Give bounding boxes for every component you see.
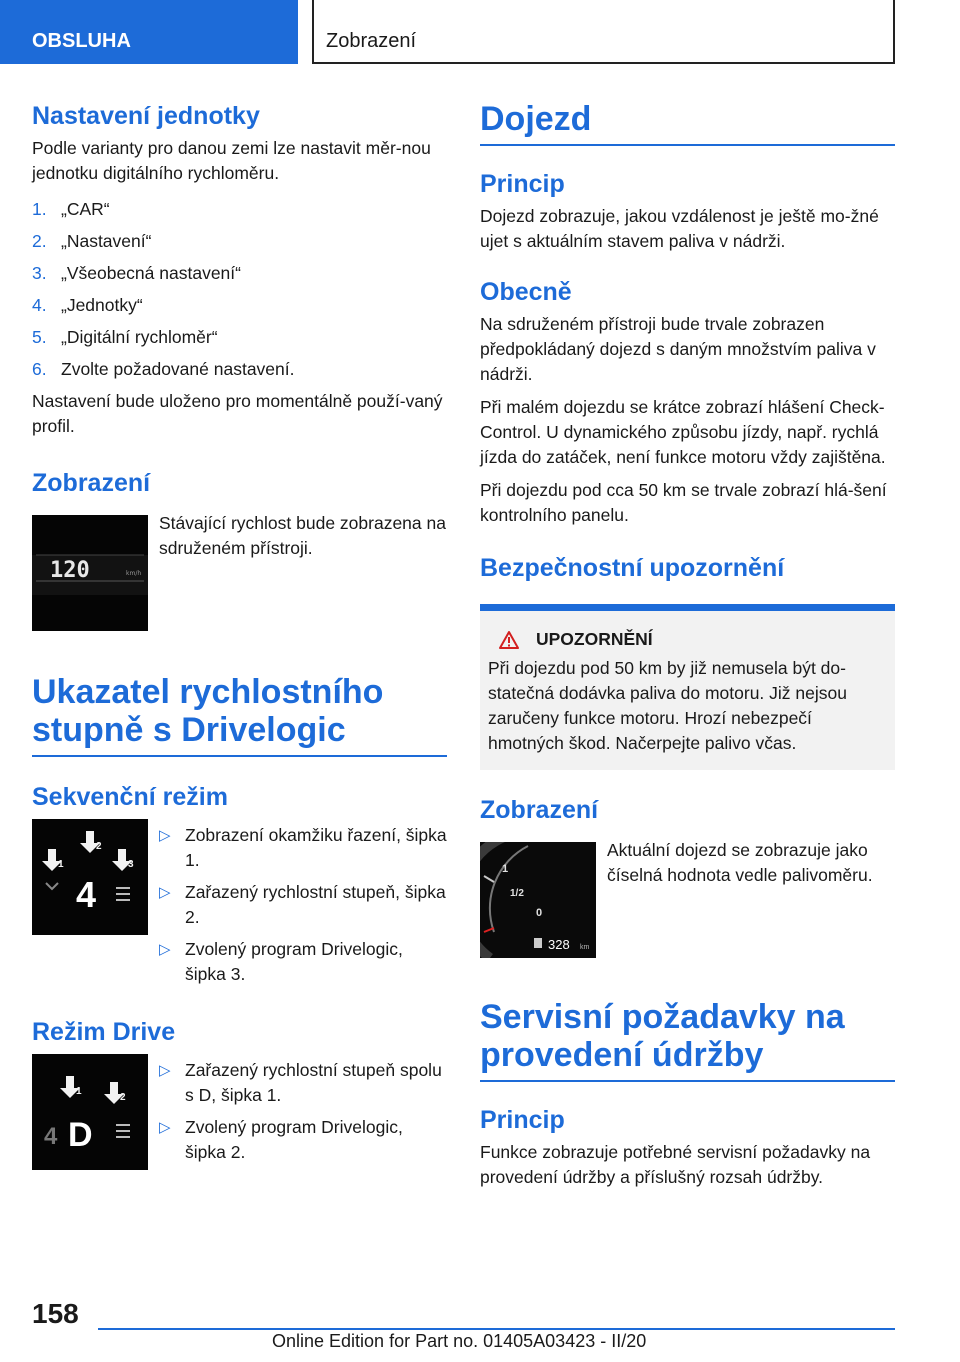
list-item-text: Zařazený rychlostní stupeň, šipka 2. xyxy=(185,882,446,927)
service-principle-heading: Princip xyxy=(480,1106,565,1134)
gear-number: 4 xyxy=(76,874,97,915)
arrow-2-label: 2 xyxy=(120,1092,126,1103)
list-item-text: Zvolený program Drivelogic, šipka 2. xyxy=(185,1117,403,1162)
range-general-p3: Při dojezdu pod cca 50 km se trvale zobrazí hlá-šení kontrolního panelu. xyxy=(480,480,887,525)
gear-indicator-heading: Ukazatel rychlostního stupně s Drivelogic xyxy=(32,673,447,757)
range-principle-text: Dojezd zobrazuje, jakou vzdálenost je ještě mo-žné ujet s aktuálním stavem paliva v nádrži. xyxy=(480,206,879,251)
triangle-bullet-icon: ▷ xyxy=(159,1119,171,1136)
warning-box xyxy=(480,604,895,770)
list-item-text: Zařazený rychlostní stupeň spolu s D, šipka 1. xyxy=(185,1060,442,1105)
range-figure-row xyxy=(480,842,895,958)
footer-divider xyxy=(98,1328,895,1330)
chapter-title: Zobrazení xyxy=(312,0,895,64)
step-text: „CAR“ xyxy=(61,198,110,219)
list-item xyxy=(159,1115,447,1165)
step-item xyxy=(32,225,447,257)
range-general-p1: Na sdruženém přístroji bude trvale zobrazen předpokládaný dojezd s daným množstvím paliva v nádrži. xyxy=(480,314,876,384)
list-item-text: Zvolený program Drivelogic, šipka 3. xyxy=(185,939,403,984)
display-text: Stávající rychlost bude zobrazena na sdruženém přístroji. xyxy=(159,513,446,558)
range-display-heading: Zobrazení xyxy=(480,796,599,824)
speed-unit: km/h xyxy=(126,570,142,577)
range-display-text: Aktuální dojezd se zobrazuje jako číselná hodnota vedle palivoměru. xyxy=(607,840,873,885)
speed-value: 120 xyxy=(50,558,90,583)
fuel-pump-icon xyxy=(534,938,542,948)
step-number: 2. xyxy=(32,230,47,251)
arrow-1-label: 1 xyxy=(58,859,64,870)
warning-header xyxy=(488,629,887,650)
section-tab: OBSLUHA xyxy=(0,0,298,64)
step-number: 3. xyxy=(32,262,47,283)
sequential-mode-heading: Sekvenční režim xyxy=(32,783,228,811)
range-heading: Dojezd xyxy=(480,100,895,146)
range-general-p2: Při malém dojezdu se krátce zobrazí hlášení Check-Control. U dynamického způsobu jízdy, např. rychlá jízda do zatáček, není funkce motoru vždy zajištěna. xyxy=(480,397,886,467)
drive-mode-heading: Režim Drive xyxy=(32,1018,176,1046)
drive-list xyxy=(159,1058,447,1172)
gear-number: 4 xyxy=(44,1123,58,1150)
speed-display-image xyxy=(32,515,148,631)
range-principle-heading: Princip xyxy=(480,170,565,198)
drive-figure-row xyxy=(32,1054,447,1172)
warning-text: Při dojezdu pod 50 km by již nemusela být do-statečná dodávka paliva do motoru. Již nejsou zaručeny funkce motoru. Hrozí nebezpečí hmotných škod. Načerpejte palivo včas. xyxy=(488,658,847,753)
drive-mode-image xyxy=(32,1054,148,1170)
range-unit: km xyxy=(580,944,590,951)
triangle-bullet-icon: ▷ xyxy=(159,827,171,844)
fuel-gauge-image xyxy=(480,842,596,958)
sequential-figure-row xyxy=(32,819,447,994)
list-item xyxy=(159,880,447,930)
step-number: 4. xyxy=(32,294,47,315)
drive-mode-letter: D xyxy=(68,1116,93,1154)
gauge-label-half: 1/2 xyxy=(510,888,524,899)
step-item xyxy=(32,321,447,353)
triangle-bullet-icon: ▷ xyxy=(159,1062,171,1079)
service-principle-text: Funkce zobrazuje potřebné servisní požadavky na provedení údržby a příslušný rozsah údržby. xyxy=(480,1142,871,1187)
step-text: „Digitální rychloměr“ xyxy=(61,326,218,347)
step-text: „Všeobecná nastavení“ xyxy=(61,262,241,283)
step-text: Zvolte požadované nastavení. xyxy=(61,358,295,379)
footer-edition: Online Edition for Part no. 01405A03423 - II/20 xyxy=(272,1331,647,1351)
list-item-text: Zobrazení okamžiku řazení, šipka 1. xyxy=(185,825,447,870)
step-number: 5. xyxy=(32,326,47,347)
warning-label: UPOZORNĚNÍ xyxy=(536,629,653,649)
list-item xyxy=(159,937,447,987)
sequential-mode-image xyxy=(32,819,148,935)
step-text: „Jednotky“ xyxy=(61,294,143,315)
gauge-label-full: 1 xyxy=(502,863,509,875)
left-column xyxy=(32,100,447,1172)
step-item xyxy=(32,353,447,385)
step-number: 6. xyxy=(32,358,47,379)
list-item xyxy=(159,823,447,873)
right-column xyxy=(480,100,895,1190)
step-item xyxy=(32,289,447,321)
arrow-3-label: 3 xyxy=(128,859,134,870)
sequential-list xyxy=(159,823,447,994)
triangle-bullet-icon: ▷ xyxy=(159,941,171,958)
gauge-label-empty: 0 xyxy=(536,907,543,919)
list-item xyxy=(159,1058,447,1108)
service-heading: Servisní požadavky na provedení údržby xyxy=(480,998,895,1082)
safety-heading: Bezpečnostní upozornění xyxy=(480,554,785,582)
arrow-1-label: 1 xyxy=(76,1086,82,1097)
step-item xyxy=(32,257,447,289)
unit-outro: Nastavení bude uloženo pro momentálně použí-vaný profil. xyxy=(32,391,443,436)
unit-steps xyxy=(32,193,447,385)
arrow-2-label: 2 xyxy=(96,841,102,852)
step-text: „Nastavení“ xyxy=(61,230,152,251)
step-item xyxy=(32,193,447,225)
speed-figure-row xyxy=(32,515,447,631)
display-heading: Zobrazení xyxy=(32,469,151,497)
warning-triangle-icon xyxy=(498,630,520,650)
range-general-heading: Obecně xyxy=(480,278,572,306)
triangle-bullet-icon: ▷ xyxy=(159,884,171,901)
unit-heading: Nastavení jednotky xyxy=(32,102,260,130)
unit-intro: Podle varianty pro danou zemi lze nastavit měr-nou jednotku digitálního rychloměru. xyxy=(32,138,431,183)
step-number: 1. xyxy=(32,198,47,219)
range-value: 328 xyxy=(548,937,570,952)
page-number: 158 xyxy=(32,1298,79,1329)
